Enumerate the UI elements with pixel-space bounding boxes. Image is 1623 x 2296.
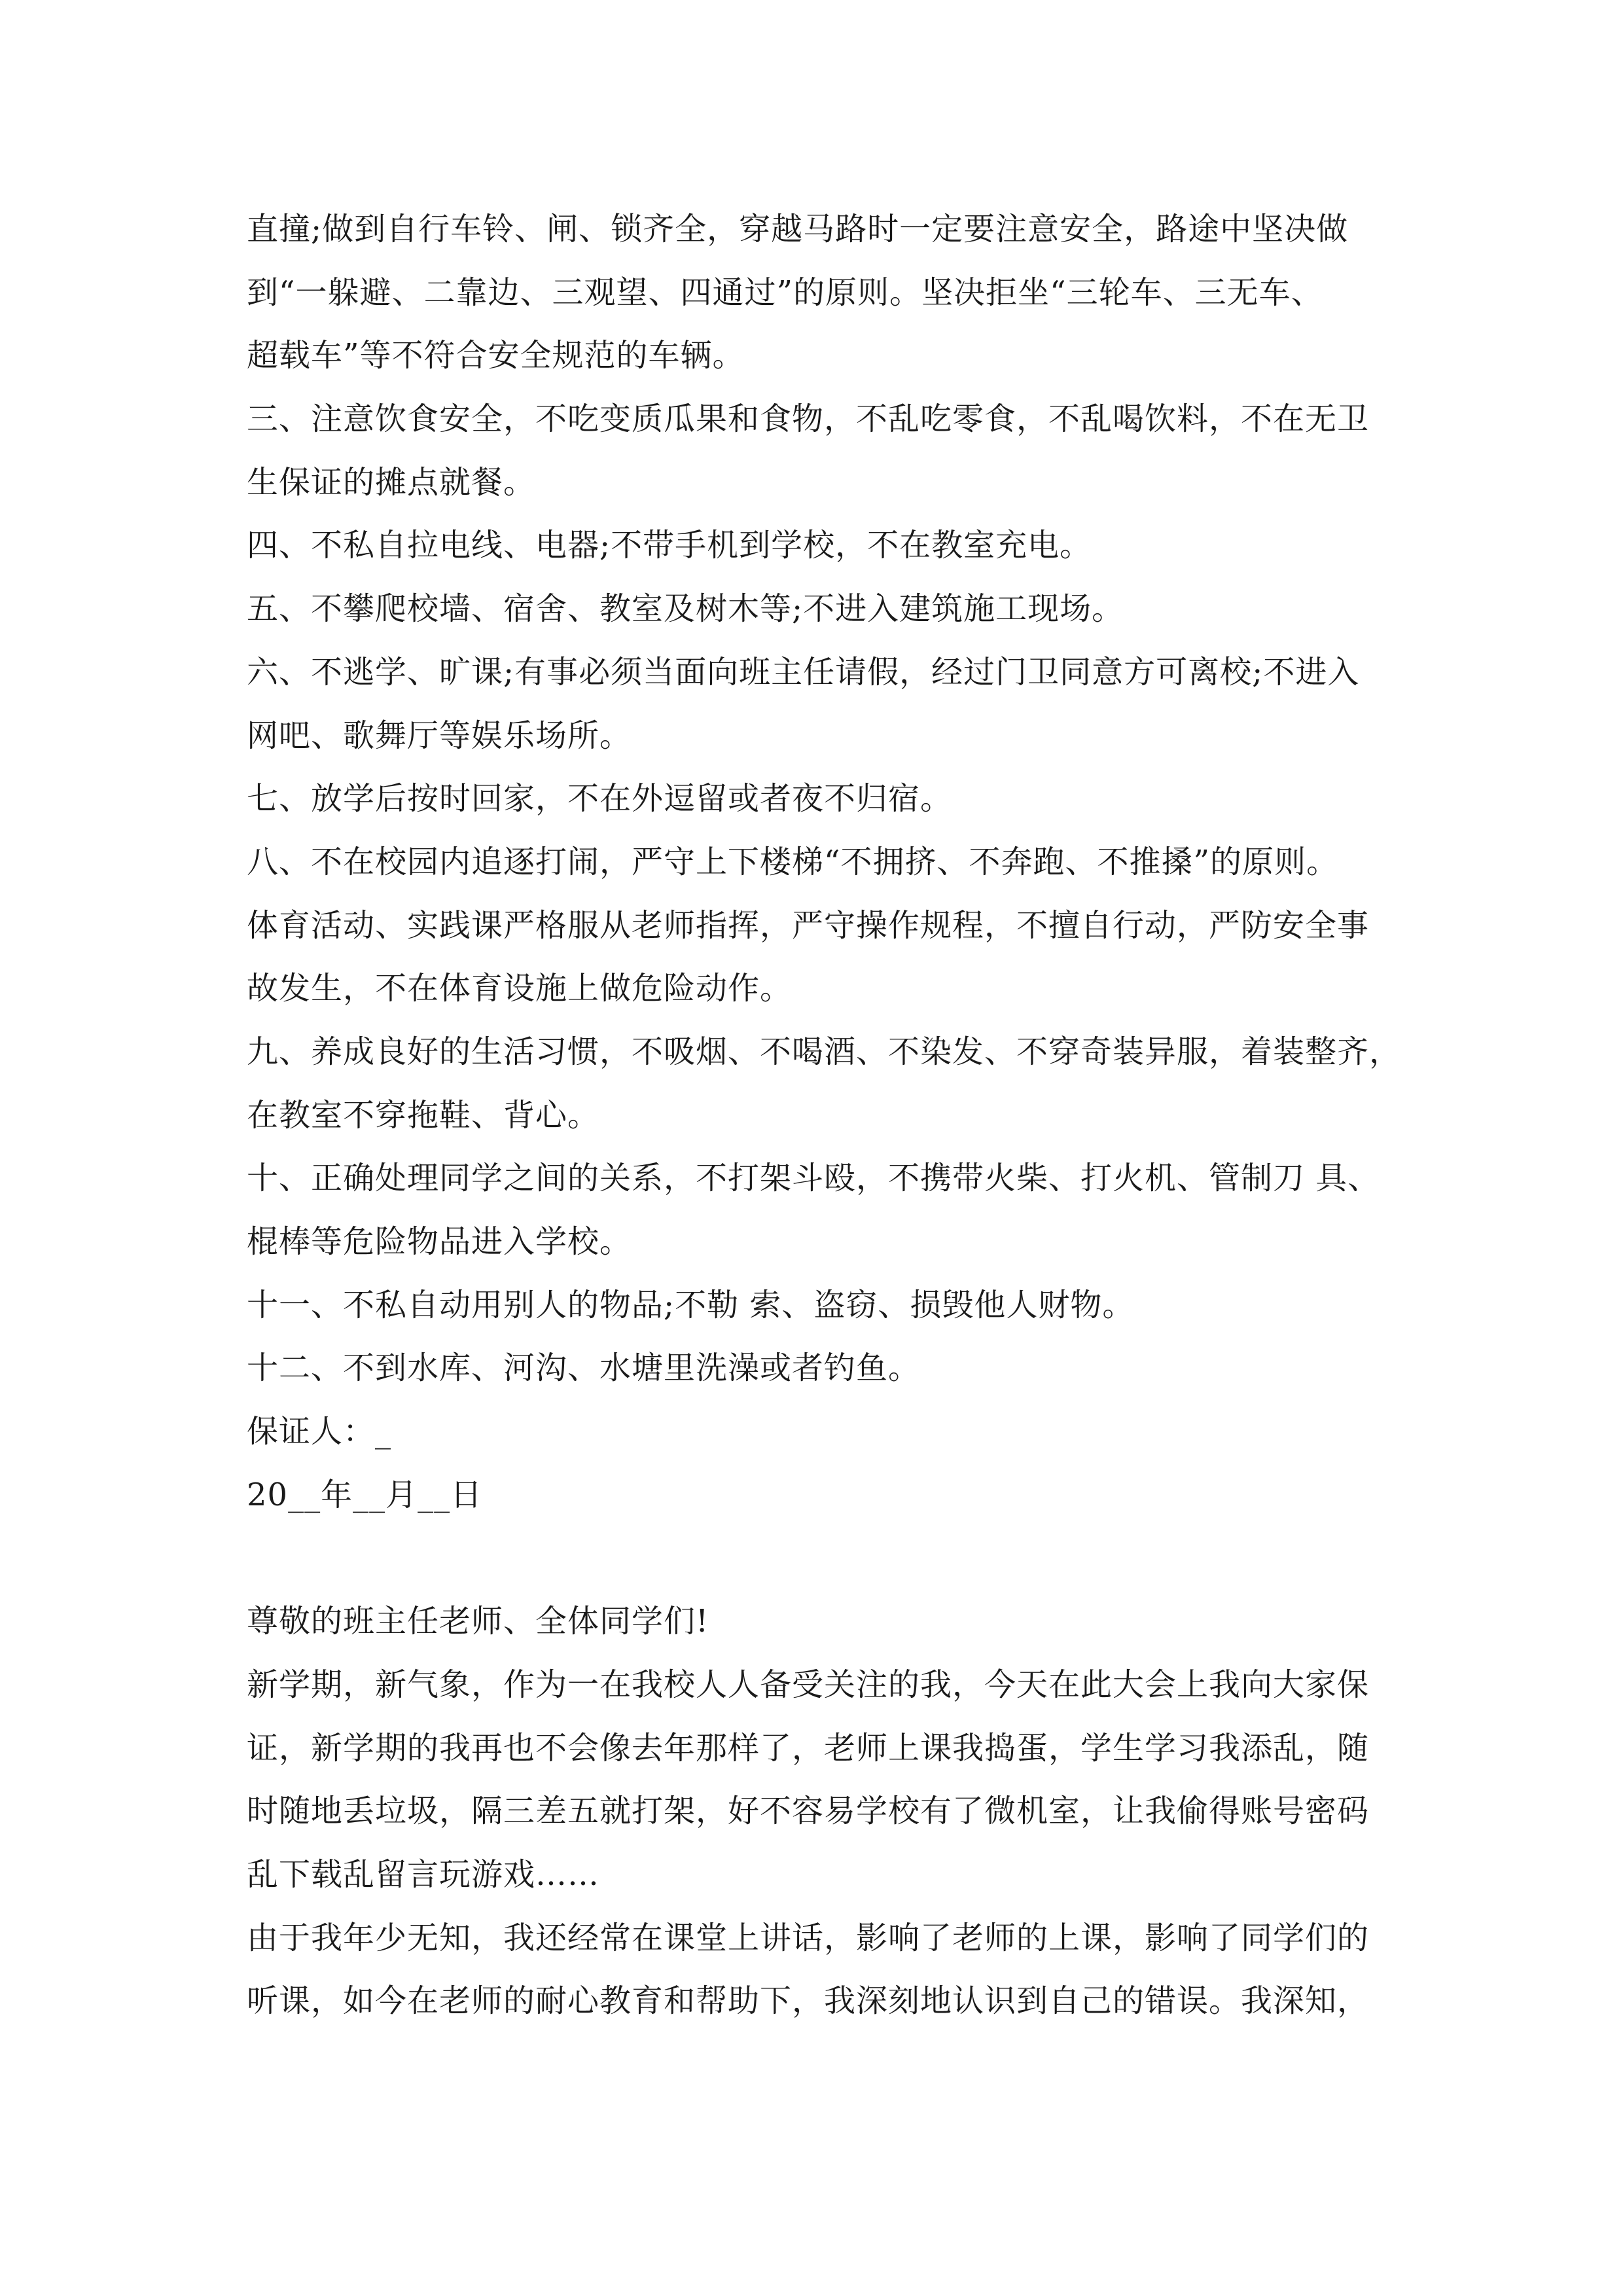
text-line: 由于我年少无知，我还经常在课堂上讲话，影响了老师的上课，影响了同学们的 (247, 1919, 1370, 1956)
text-line: 证，新学期的我再也不会像去年那样了，老师上课我捣蛋，学生学习我添乱，随 (247, 1729, 1370, 1767)
text-line: 超载车”等不符合安全规范的车辆。 (247, 337, 745, 374)
text-line: 故发生，不在体育设施上做危险动作。 (247, 970, 793, 1007)
text-line: 十、正确处理同学之间的关系，不打架斗殴，不携带火柴、打火机、管制刀 具、 (247, 1160, 1380, 1197)
text-line: 直撞;做到自行车铃、闸、锁齐全，穿越马路时一定要注意安全，路途中坚决做 (247, 211, 1349, 247)
text-line: 新学期，新气象，作为一在我校人人备受关注的我，今天在此大会上我向大家保 (247, 1666, 1370, 1703)
text-line: 乱下载乱留言玩游戏…… (247, 1856, 600, 1893)
text-line: 十二、不到水库、河沟、水塘里洗澡或者钓鱼。 (247, 1350, 921, 1387)
text-line: 时随地丢垃圾，隔三差五就打架，好不容易学校有了微机室，让我偷得账号密码 (247, 1793, 1370, 1830)
text-line: 在教室不穿拖鞋、背心。 (247, 1096, 600, 1134)
text-line: 九、养成良好的生活习惯，不吸烟、不喝酒、不染发、不穿奇装异服，着装整齐， (247, 1033, 1402, 1070)
date-line: 20__年__月__日 (247, 1476, 483, 1513)
text-line: 体育活动、实践课严格服从老师指挥，严守操作规程，不擅自行动，严防安全事 (247, 906, 1370, 944)
text-line: 棍棒等危险物品进入学校。 (247, 1223, 632, 1260)
guarantor-line: 保证人：_ (247, 1413, 392, 1450)
text-line: 网吧、歌舞厅等娱乐场所。 (247, 717, 632, 754)
document-body (247, 198, 1412, 2033)
text-line: 四、不私自拉电线、电器;不带手机到学校，不在教室充电。 (247, 527, 1092, 564)
text-line: 七、放学后按时回家，不在外逗留或者夜不归宿。 (247, 780, 953, 817)
text-line: 生保证的摊点就餐。 (247, 463, 536, 501)
text-line: 十一、不私自动用别人的物品;不勒 索、盗窃、损毁他人财物。 (247, 1286, 1135, 1323)
text-line: 五、不攀爬校墙、宿舍、教室及树木等;不进入建筑施工现场。 (247, 590, 1124, 628)
paragraph-gap (247, 1526, 1412, 1590)
salutation: 尊敬的班主任老师、全体同学们! (247, 1603, 709, 1640)
text-line: 到“一躲避、二靠边、三观望、四通过”的原则。坚决拒坐“三轮车、三无车、 (247, 274, 1323, 311)
text-line: 三、注意饮食安全，不吃变质瓜果和食物，不乱吃零食，不乱喝饮料，不在无卫 (247, 401, 1370, 438)
text-line: 八、不在校园内追逐打闹，严守上下楼梯“不拥挤、不奔跑、不推搡”的原则。 (247, 843, 1339, 880)
text-line: 六、不逃学、旷课;有事必须当面向班主任请假，经过门卫同意方可离校;不进入 (247, 653, 1360, 691)
text-line: 听课，如今在老师的耐心教育和帮助下，我深刻地认识到自己的错误。我深知， (247, 1982, 1370, 2020)
